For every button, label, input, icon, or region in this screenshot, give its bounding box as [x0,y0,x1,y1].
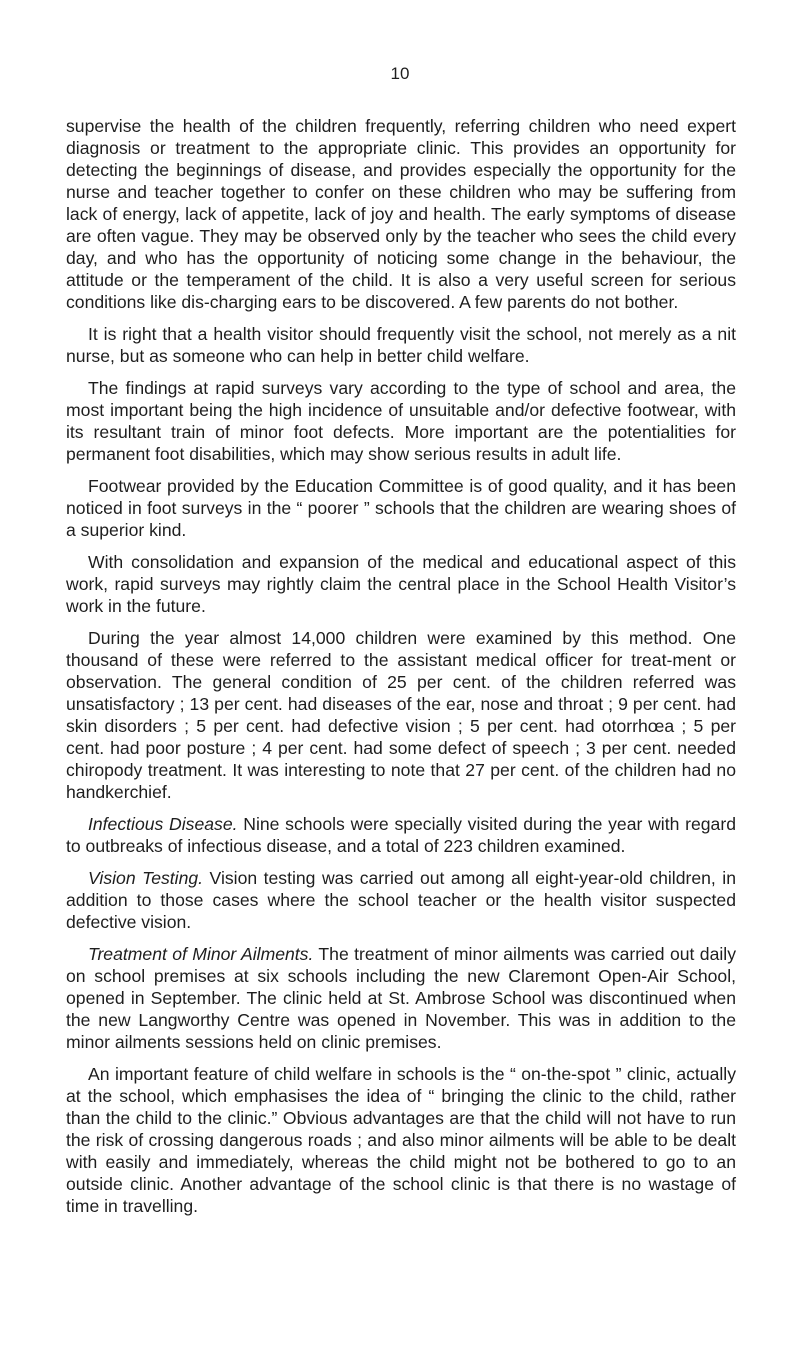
page-number: 10 [390,64,410,83]
paragraph-health-visitor: It is right that a health visitor should frequently visit the school, not merely as a nit nurse, but as someone who can help in better child welfare. [66,324,736,366]
paragraph-supervision: supervise the health of the children frequently, referring children who need expert diagnosis or treatment to the appropriate clinic. This provides an opportunity for detecting the beginnings of disease, and provides especially the opportunity for the nurse and teacher together to confer on these children who may be suffering from lack of energy, lack of appetite, lack of joy and health. The early symptoms of disease are often vague. They may be observed only by the teacher who sees the child every day, and who has the opportunity of noticing some change in the behaviour, the attitude or the temperament of the child. It is also a very useful screen for serious conditions like dis-charging ears to be discovered. A few parents do not bother. [66,116,736,312]
paragraph-consolidation: With consolidation and expansion of the medical and educational aspect of this work, rapid surveys may rightly claim the central place in the School Health Visitor’s work in the future. [66,552,736,616]
paragraph-text: The treatment of minor ailments was carried out daily on school premises at six schools including the new Claremont Open-Air School, opened in September. The clinic held at St. Ambrose School was discontinued when the new Langworthy Centre was opened in November. This was in addition to the minor ailments sessions held on clinic premises. [66,944,736,1052]
paragraph-rapid-survey-findings: The findings at rapid surveys vary according to the type of school and area, the most important being the high incidence of unsuitable and/or defective footwear, with its resultant train of minor foot defects. More important are the potentialities for permanent foot disabilities, which may show serious results in adult life. [66,378,736,464]
paragraph-vision-testing [66,867,736,933]
paragraph-text: Nine schools were specially visited during the year with regard to outbreaks of infectious disease, and a total of 223 children examined. [66,814,736,856]
paragraph-year-statistics: During the year almost 14,000 children were examined by this method. One thousand of these were referred to the assistant medical officer for treat-ment or observation. The general condition of 25 per cent. of the children referred was unsatisfactory ; 13 per cent. had diseases of the ear, nose and throat ; 9 per cent. had skin disorders ; 5 per cent. had defective vision ; 5 per cent. had otorrhœa ; 5 per cent. had poor posture ; 4 per cent. had some defect of speech ; 3 per cent. needed chiropody treatment. It was interesting to note that 27 per cent. of the children had no handkerchief. [66,628,736,802]
document-body [66,115,736,1227]
section-heading-minor-ailments: Treatment of Minor Ailments. [88,944,314,964]
paragraph-text: Vision testing was carried out among all eight-year-old children, in addition to those cases where the school teacher or the health visitor suspected defective vision. [66,868,736,932]
paragraph-on-the-spot-clinic: An important feature of child welfare in schools is the “ on-the-spot ” clinic, actually at the school, which emphasises the idea of “ bringing the clinic to the child, rather than the child to the clinic.” Obvious advantages are that the child will not have to run the risk of crossing dangerous roads ; and also minor ailments will be able to be dealt with easily and immediately, whereas the child might not be bothered to go to an outside clinic. Another advantage of the school clinic is that there is no wastage of time in travelling. [66,1064,736,1216]
paragraph-footwear: Footwear provided by the Education Committee is of good quality, and it has been noticed in foot surveys in the “ poorer ” schools that the children are wearing shoes of a superior kind. [66,476,736,540]
section-heading-vision-testing: Vision Testing. [88,868,204,888]
paragraph-infectious-disease [66,813,736,857]
paragraph-minor-ailments [66,943,736,1053]
section-heading-infectious-disease: Infectious Disease. [88,814,238,834]
